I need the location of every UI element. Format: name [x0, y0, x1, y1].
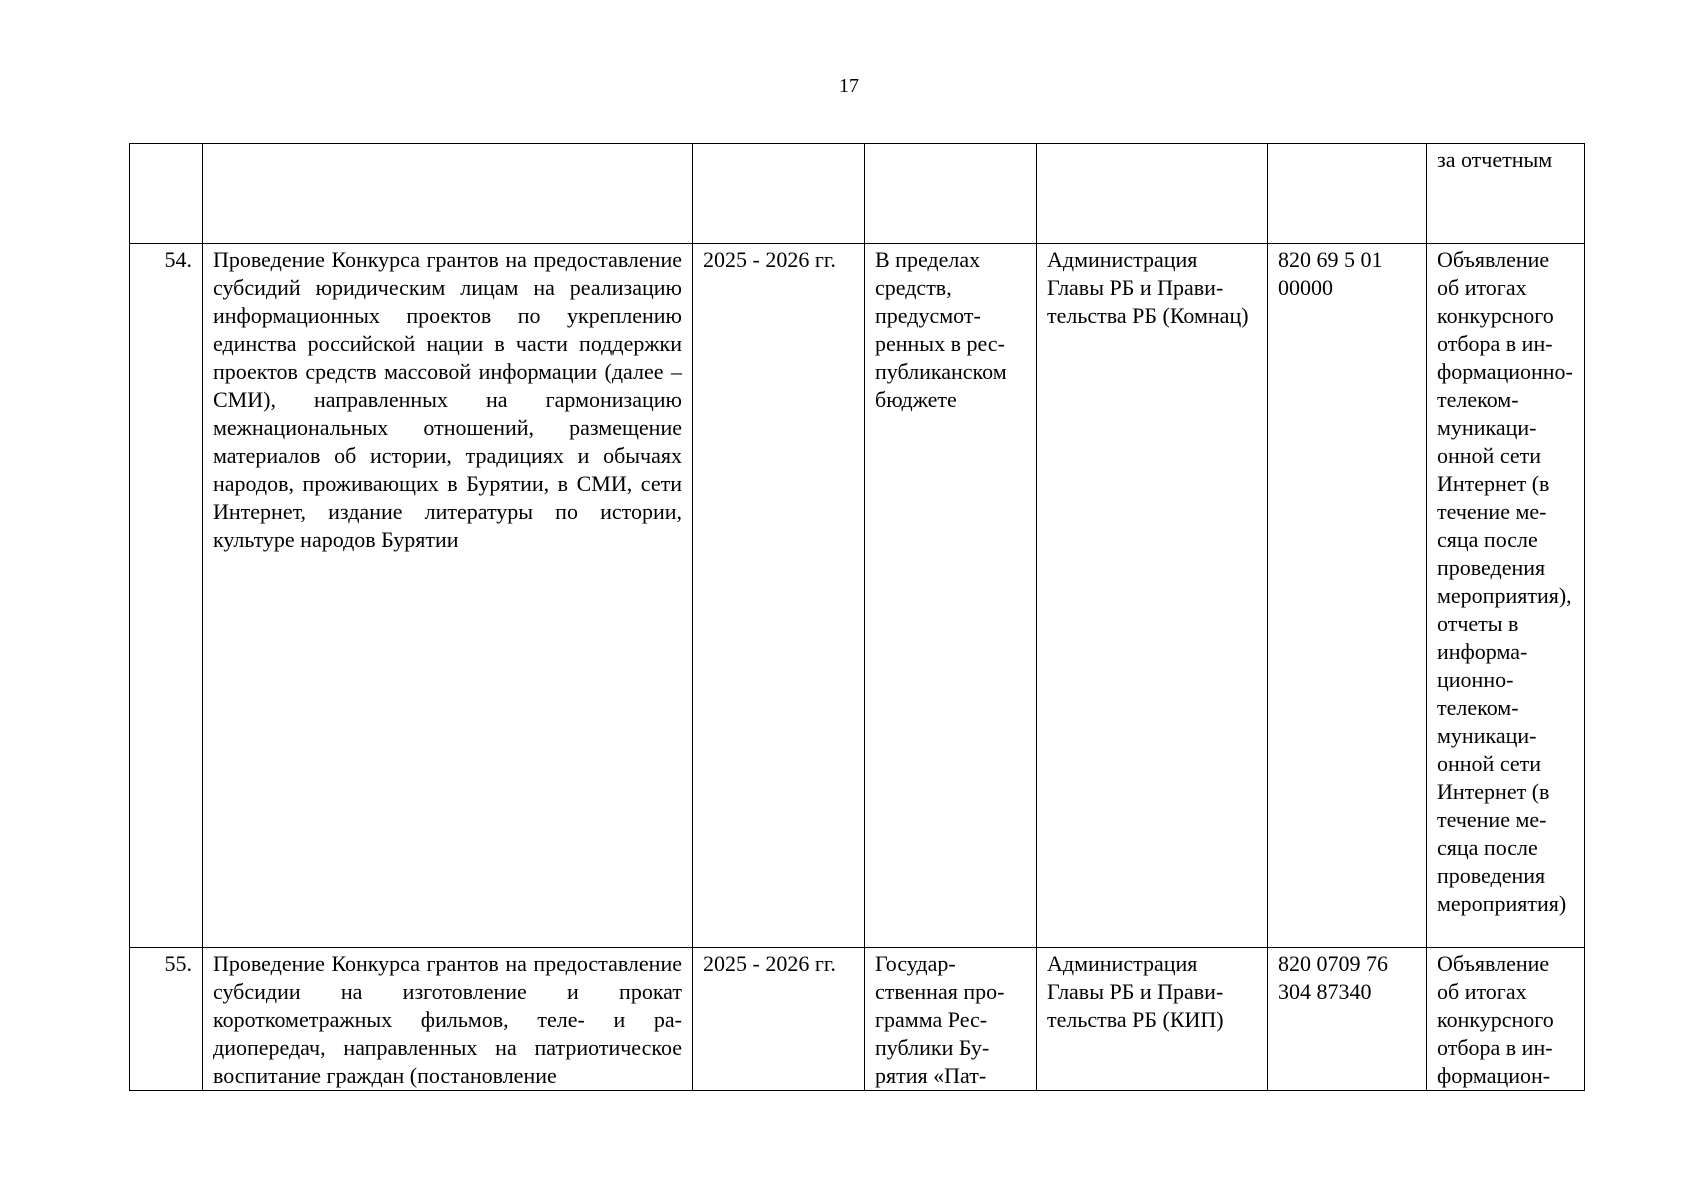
result-cell: Объявление об итогах конкурсного отбора в информационно-телекоммуникационной сети Интернет (в течение месяца после проведения мероприятия), отчеты в информационно-телекоммуникационной сети Интернет (в течение месяца после проведения мероприятия)	[1427, 244, 1585, 948]
funding-cell	[865, 144, 1037, 244]
page-number: 17	[839, 75, 859, 97]
executor-cell: Администрация Главы РБ и Правительства РБ (КИП)	[1037, 948, 1268, 1091]
row-number-cell	[130, 144, 203, 244]
kbk-cell: 820 0709 76 304 87340	[1268, 948, 1427, 1091]
funding-cell: В пределах средств, предусмотренных в республиканском бюджете	[865, 244, 1037, 948]
period-cell	[693, 144, 865, 244]
funding-cell: Государственная программа Республики Бурятия «Пат-	[865, 948, 1037, 1091]
row-number-cell: 54.	[130, 244, 203, 948]
result-cell: Объявление об итогах конкурсного отбора в информацион-	[1427, 948, 1585, 1091]
period-cell: 2025 - 2026 гг.	[693, 948, 865, 1091]
activity-cell: Проведение Конкурса грантов на предоставление субсидии на изготовление и прокат короткометражных фильмов, теле- и радиопередач, направленных на патриотическое воспитание граждан (постановление	[203, 948, 693, 1091]
table-row-55	[130, 948, 1585, 1091]
activity-cell	[203, 144, 693, 244]
executor-cell	[1037, 144, 1268, 244]
activity-cell: Проведение Конкурса грантов на предоставление субсидий юридическим лицам на реализацию информационных проектов по укреплению единства российской нации в части поддержки проектов средств массовой информации (далее – СМИ), направленных на гармонизацию межнациональных отношений, размещение материалов об истории, традициях и обычаях народов, проживающих в Бурятии, в СМИ, сети Интернет, издание литературы по истории, культуре народов Бурятии	[203, 244, 693, 948]
kbk-cell: 820 69 5 01 00000	[1268, 244, 1427, 948]
table-row-54	[130, 244, 1585, 948]
period-cell: 2025 - 2026 гг.	[693, 244, 865, 948]
kbk-cell	[1268, 144, 1427, 244]
table-row-continuation	[130, 144, 1585, 244]
plan-table	[129, 143, 1585, 1091]
result-cell: за отчетным	[1427, 144, 1585, 244]
row-number-cell: 55.	[130, 948, 203, 1091]
executor-cell: Администрация Главы РБ и Правительства РБ (Комнац)	[1037, 244, 1268, 948]
